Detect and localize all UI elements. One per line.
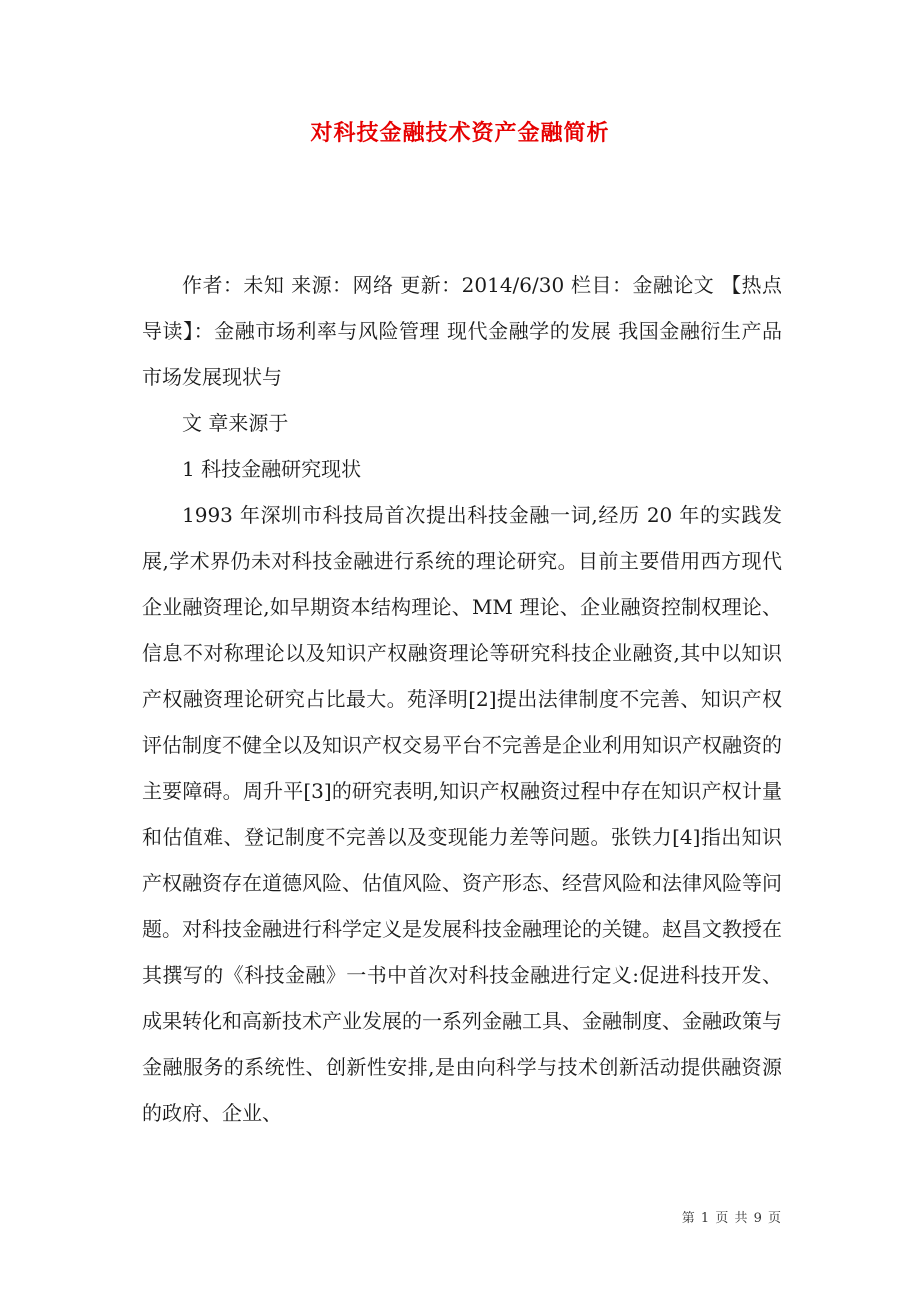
body-paragraph: 1993 年深圳市科技局首次提出科技金融一词,经历 20 年的实践发展,学术界仍未对科技金融进行系统的理论研究。目前主要借用西方现代企业融资理论,如早期资本结构理论、MM 理论、企业融资控制权理论、信息不对称理论以及知识产权融资理论等研究科技企业融资,其中以知识产权融资理论研究占比最大。苑泽明[2]提出法律制度不完善、知识产权评估制度不健全以及知识产权交易平台不完善是企业利用知识产权融资的主要障碍。周升平[3]的研究表明,知识产权融资过程中存在知识产权计量和估值难、登记制度不完善以及变现能力差等问题。张铁力[4]指出知识产权融资存在道德风险、估值风险、资产形态、经营风险和法律风险等问题。对科技金融进行科学定义是发展科技金融理论的关键。赵昌文教授在其撰写的《科技金融》一书中首次对科技金融进行定义:促进科技开发、成果转化和高新技术产业发展的一系列金融工具、金融制度、金融政策与金融服务的系统性、创新性安排,是由向科学与技术创新活动提供融资源的政府、企业、 (142, 503, 782, 1125)
document-title: 对科技金融技术资产金融简析 (310, 120, 610, 146)
section-heading: 1 科技金融研究现状 (182, 457, 362, 481)
page-number: 第 1 页 共 9 页 (681, 1211, 782, 1226)
meta-paragraph: 作者：未知 来源：网络 更新：2014/6/30 栏目：金融论文 【热点导读】：金融市场利率与风险管理 现代金融学的发展 我国金融衍生产品市场发展现状与 (142, 273, 782, 389)
document-body (142, 262, 782, 1136)
source-line: 文 章来源于 (182, 411, 289, 435)
